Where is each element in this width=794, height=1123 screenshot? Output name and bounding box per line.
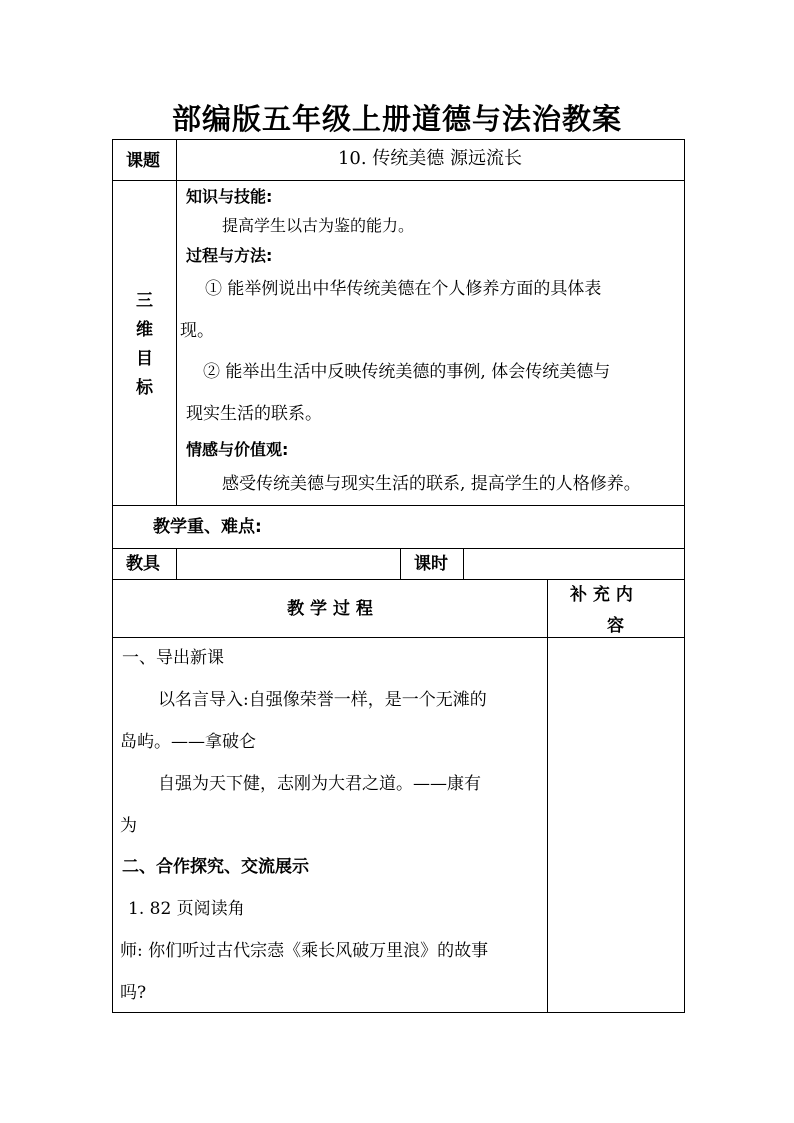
process-item-2: ② 能举出生活中反映传统美德的事例, 体会传统美德与 [203,362,611,382]
emotion-text: 感受传统美德与现实生活的联系, 提高学生的人格修养。 [222,474,641,494]
knowledge-heading: 知识与技能: [186,187,273,206]
table-col-divider [463,548,464,580]
tools-label: 教具 [126,554,160,574]
table-border-bottom [112,1012,685,1013]
table-col-divider [547,579,548,1013]
table-border-top [112,139,685,140]
table-row-divider [112,637,685,638]
table-row-divider [112,579,685,580]
objectives-label-char: 标 [136,378,153,398]
section-1-heading: 一、导出新课 [122,648,224,668]
process-item-1-cont: 现。 [180,321,214,341]
table-row-divider [112,505,685,506]
teacher-line-1: 师: 你们听过古代宗悫《乘长风破万里浪》的故事 [120,941,489,961]
process-item-1: ① 能举例说出中华传统美德在个人修养方面的具体表 [205,279,602,299]
objectives-label-char: 维 [136,320,153,340]
section-2-heading: 二、合作探究、交流展示 [122,857,309,877]
supplement-header-line2: 容 [607,616,624,636]
quote-1-line2: 岛屿。——拿破仑 [120,732,256,752]
teacher-line-2: 吗? [120,983,147,1003]
table-row-divider [112,548,685,549]
process-header-label: 教 学 过 程 [287,599,373,619]
quote-2-line2: 为 [120,816,137,836]
table-col-divider [176,548,177,580]
table-col-divider [176,139,177,506]
emotion-heading: 情感与价值观: [186,440,289,459]
page-title: 部编版五年级上册道德与法治教案 [171,102,622,136]
knowledge-text: 提高学生以古为鉴的能力。 [222,216,415,235]
activity-item-1: 1. 82 页阅读角 [128,899,245,919]
table-border-right [684,139,685,1013]
process-heading: 过程与方法: [186,246,273,265]
lesson-label: 课题 [126,151,160,171]
lesson-title: 10. 传统美德 源远流长 [337,148,523,169]
table-row-divider [112,180,685,181]
table-col-divider [400,548,401,580]
hours-label: 课时 [414,554,448,574]
table-border-left [112,139,113,1013]
process-item-2-cont: 现实生活的联系。 [186,404,322,424]
supplement-header-line1: 补 充 内 [570,585,633,605]
quote-1-line1: 以名言导入:自强像荣誉一样，是一个无滩的 [158,690,487,710]
quote-2-line1: 自强为天下健，志刚为大君之道。——康有 [158,774,481,794]
objectives-label-char: 目 [136,349,153,369]
objectives-label-char: 三 [136,291,153,311]
key-points-label: 教学重、难点: [153,517,262,537]
